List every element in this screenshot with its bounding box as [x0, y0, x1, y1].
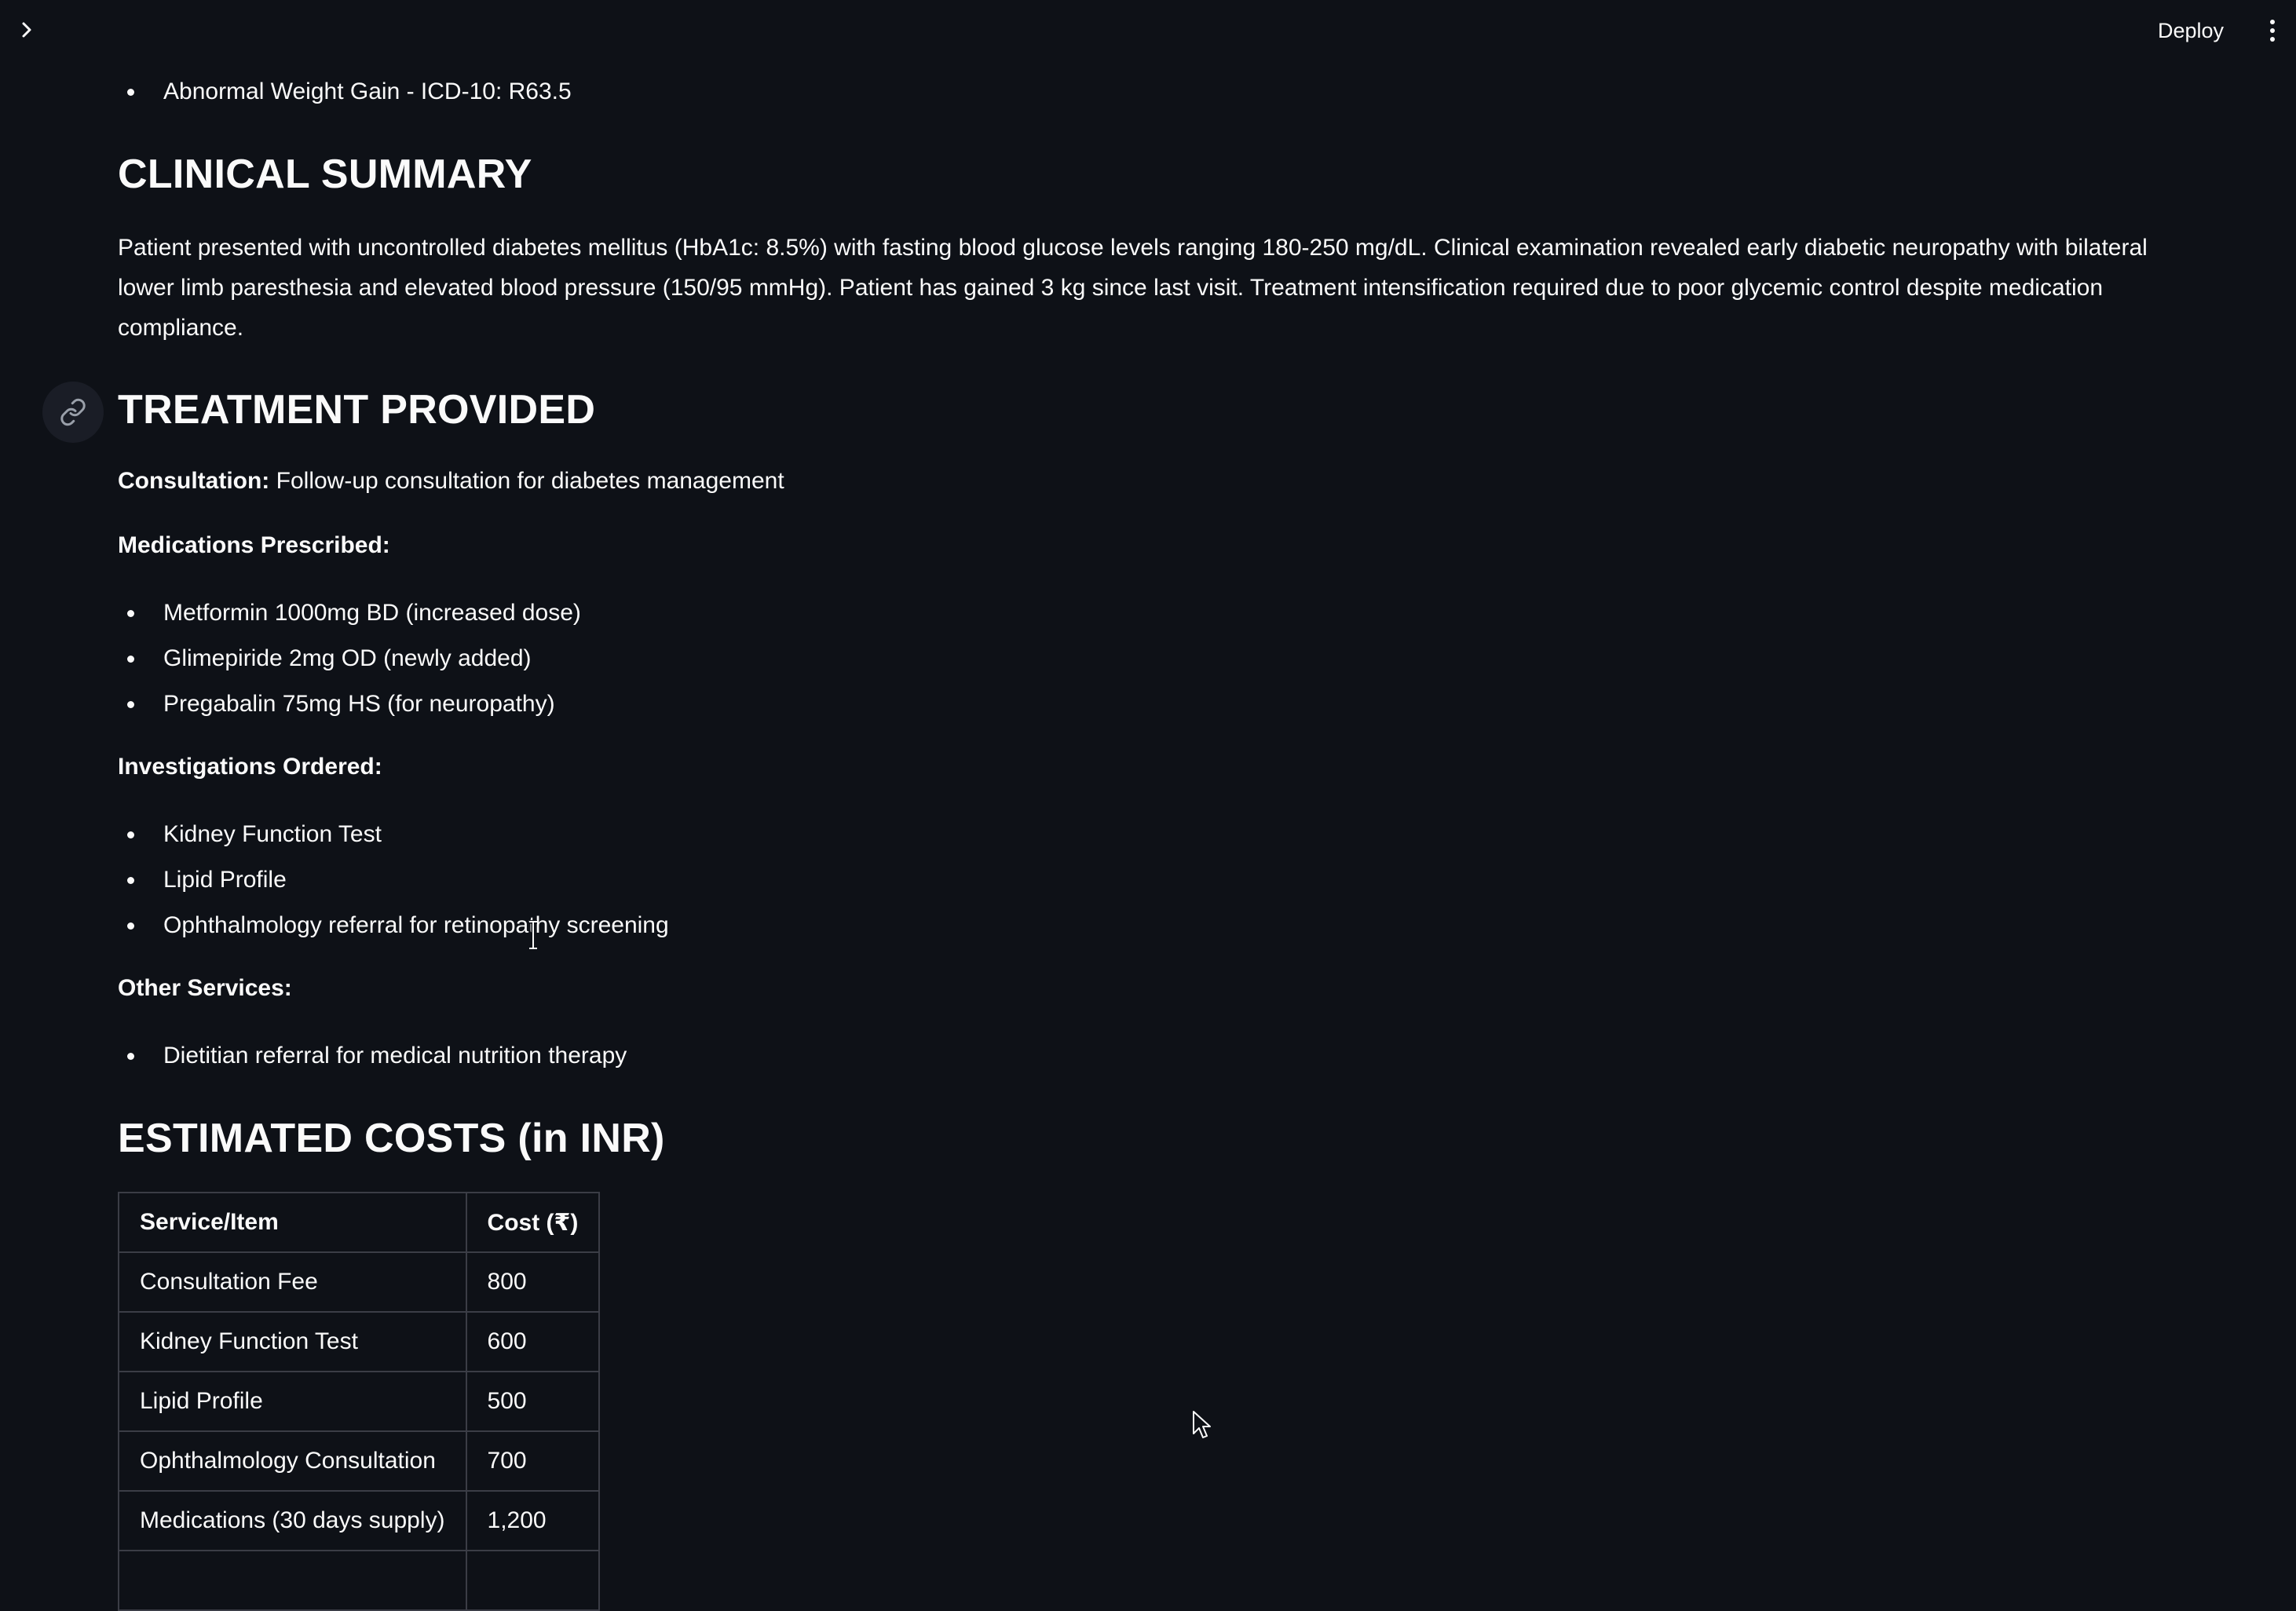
vertical-ellipsis-icon: [2269, 19, 2276, 42]
table-cell-service: Medications (30 days supply): [119, 1491, 466, 1551]
table-header-row: [119, 1193, 599, 1252]
table-cell-service: Consultation Fee: [119, 1252, 466, 1312]
deploy-button[interactable]: Deploy: [2157, 18, 2224, 42]
costs-table: [118, 1192, 600, 1611]
medications-list: [118, 590, 581, 727]
investigations-list: [118, 812, 669, 948]
list-item: Dietitian referral for medical nutrition therapy: [118, 1033, 627, 1079]
diagnosis-list: [118, 69, 572, 115]
list-item: Kidney Function Test: [118, 812, 669, 857]
table-cell-service: Ophthalmology Consultation: [119, 1431, 466, 1491]
table-row: [119, 1491, 599, 1551]
clinical-summary-heading: CLINICAL SUMMARY: [118, 152, 532, 197]
text-cursor-icon: [528, 920, 539, 950]
chevron-right-icon: [19, 20, 35, 39]
heading-anchor-button[interactable]: [42, 382, 104, 443]
table-cell-service: [119, 1551, 466, 1610]
consultation-line: [118, 468, 784, 495]
investigations-label: Investigations Ordered:: [118, 754, 382, 780]
table-row: [119, 1431, 599, 1491]
table-cell-cost: [466, 1551, 600, 1610]
column-header-cost: Cost (₹): [466, 1193, 600, 1252]
list-item: Pregabalin 75mg HS (for neuropathy): [118, 681, 581, 727]
link-icon: [59, 398, 87, 426]
table-cell-cost: 600: [466, 1312, 600, 1372]
sidebar-toggle-button[interactable]: [14, 14, 39, 46]
list-item: Metformin 1000mg BD (increased dose): [118, 590, 581, 636]
table-cell-service: Kidney Function Test: [119, 1312, 466, 1372]
table-row: [119, 1551, 599, 1610]
list-item: Lipid Profile: [118, 857, 669, 903]
table-cell-cost: 1,200: [466, 1491, 600, 1551]
table-cell-service: Lipid Profile: [119, 1372, 466, 1431]
list-item: Ophthalmology referral for retinopathy screening: [118, 903, 669, 948]
table-cell-cost: 800: [466, 1252, 600, 1312]
list-item: Abnormal Weight Gain - ICD-10: R63.5: [118, 69, 572, 115]
app-header: [0, 0, 2296, 63]
consultation-value: Follow-up consultation for diabetes management: [269, 468, 784, 494]
other-services-list: [118, 1033, 627, 1079]
table-row: [119, 1252, 599, 1312]
other-services-label: Other Services:: [118, 975, 292, 1001]
table-row: [119, 1372, 599, 1431]
table-cell-cost: 700: [466, 1431, 600, 1491]
estimated-costs-heading: ESTIMATED COSTS (in INR): [118, 1116, 665, 1161]
consultation-label: Consultation:: [118, 468, 270, 494]
table-cell-cost: 500: [466, 1372, 600, 1431]
medications-label: Medications Prescribed:: [118, 532, 390, 558]
table-row: [119, 1312, 599, 1372]
main-menu-button[interactable]: [2258, 14, 2287, 47]
list-item: Glimepiride 2mg OD (newly added): [118, 636, 581, 681]
treatment-heading: TREATMENT PROVIDED: [118, 387, 596, 433]
clinical-summary-text: Patient presented with uncontrolled diabetes mellitus (HbA1c: 8.5%) with fasting blood glucose levels ranging 180-250 mg/dL. Clinical examination revealed early diabetic neuropathy with bilateral lower limb paresthesia and elevated blood pressure (150/95 mmHg). Patient has gained 3 kg since last visit. Treatment intensification required due to poor glycemic control despite medication compliance.: [118, 235, 2148, 341]
mouse-pointer-icon: [1192, 1410, 1212, 1440]
column-header-service: Service/Item: [119, 1193, 466, 1252]
